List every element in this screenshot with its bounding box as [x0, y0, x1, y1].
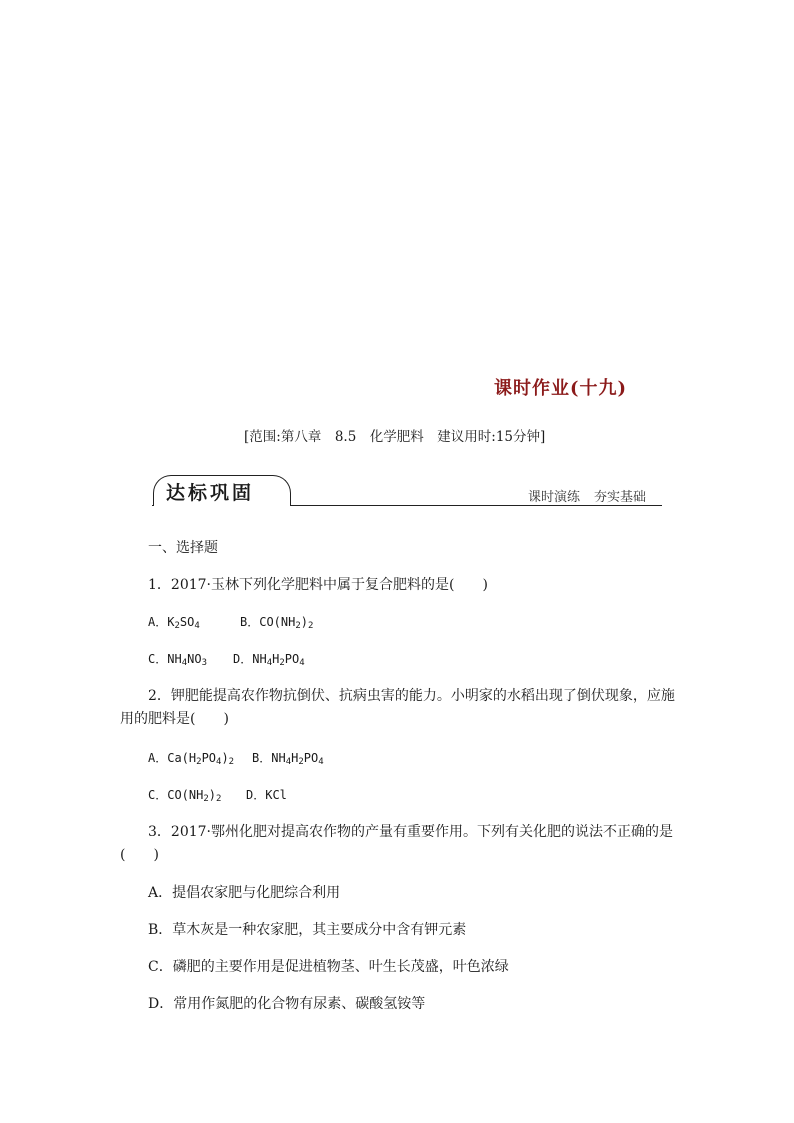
- question-2-option-a: A．$Ca(H_2PO_4)_2$: [148, 751, 235, 767]
- section-heading: 一、选择题: [148, 540, 218, 556]
- question-2-option-b: B．$NH_4H_2PO_4$: [252, 751, 324, 767]
- question-1-option-a: A．$K_2SO_4$: [148, 615, 200, 631]
- question-3-option-b: B．草木灰是一种农家肥，其主要成分中含有钾元素: [148, 922, 467, 938]
- question-3-stem-line2: ( ): [120, 847, 159, 863]
- question-2-stem-line2: 用的肥料是( ): [120, 711, 229, 727]
- question-1-option-c: C．$NH_4NO_3$: [148, 652, 207, 668]
- banner-sub-foundation: 夯实基础: [594, 490, 647, 505]
- question-1-option-b: B．$CO(NH_2)_2$: [240, 615, 314, 631]
- question-3-stem-line1: 3．2017·鄂州化肥对提高农作物的产量有重要作用。下列有关化肥的说法不正确的是: [148, 824, 673, 840]
- question-2-option-c: C．$CO(NH_2)_2$: [148, 788, 222, 804]
- question-1-option-d: D．$NH_4H_2PO_4$: [233, 652, 305, 668]
- question-3-option-c: C．磷肥的主要作用是促进植物茎、叶生长茂盛，叶色浓绿: [148, 959, 509, 975]
- question-2-stem-line1: 2．钾肥能提高农作物抗倒伏、抗病虫害的能力。小明家的水稻出现了倒伏现象，应施: [148, 688, 675, 704]
- question-3-option-d: D．常用作氮肥的化合物有尿素、碳酸氢铵等: [148, 996, 426, 1012]
- scope-note: [范围:第八章 8.5 化学肥料 建议用时:15分钟]: [244, 429, 546, 445]
- question-2-option-d: D．KCl: [246, 788, 287, 802]
- question-1-stem: 1．2017·玉林下列化学肥料中属于复合肥料的是( ): [148, 577, 488, 593]
- banner-subtitle: [528, 486, 646, 505]
- banner-sub-practice: 课时演练: [528, 490, 581, 505]
- page-title: 课时作业(十九): [494, 378, 628, 399]
- banner-title: 达标巩固: [166, 482, 255, 504]
- question-3-option-a: A．提倡农家肥与化肥综合利用: [148, 885, 341, 901]
